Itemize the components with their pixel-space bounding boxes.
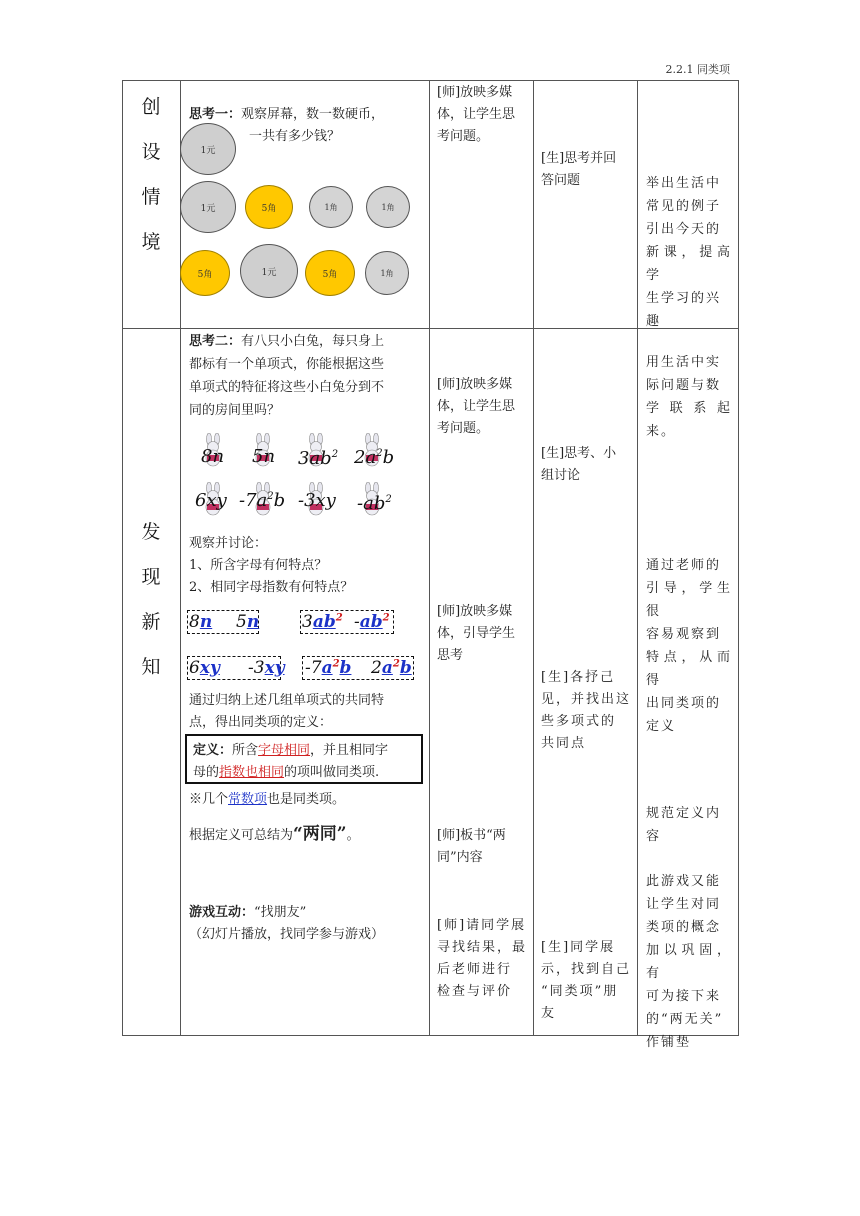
text-line: 答问题	[541, 173, 581, 188]
group-term-neg3xy	[248, 658, 285, 678]
text-line: 思考	[437, 648, 464, 663]
section-label-char: 境	[141, 231, 161, 253]
coef: -	[354, 612, 360, 632]
text-line: 体，让学生思	[437, 399, 516, 414]
text-line: 作铺垫	[646, 1035, 692, 1050]
text-line: 同的房间里吗？	[189, 403, 281, 418]
text-line: 规范定义内	[646, 806, 722, 821]
text-line: 生学习的兴	[646, 291, 722, 306]
definition-text: 母的	[193, 765, 220, 780]
text-line: 见，并找出这	[541, 692, 632, 707]
definition-highlight: 字母相同	[258, 743, 311, 758]
note-highlight: 常数项	[228, 792, 268, 807]
coef: 5	[236, 612, 247, 632]
text-line: 组讨论	[541, 468, 581, 483]
page-header-title: 2.2.1 同类项	[665, 63, 730, 76]
table-col-divider	[180, 80, 181, 1036]
coin-1-yuan: 1元	[240, 244, 298, 298]
text-line	[189, 330, 425, 353]
section-label-char: 新	[141, 611, 161, 633]
teacher-activity-5	[437, 915, 527, 1003]
text-line: 可为接下来	[646, 989, 722, 1004]
section-label-char: 设	[141, 141, 161, 163]
text-line: 共同点	[541, 736, 587, 751]
teacher-activity-3	[437, 601, 515, 667]
letters: ab	[312, 612, 336, 632]
text-line: 考问题。	[437, 129, 490, 144]
text-line: 举出生活中	[646, 176, 722, 191]
definition-box	[185, 734, 423, 784]
letters: ab	[359, 612, 383, 632]
text-line: 通过归纳上述几组单项式的共同特	[189, 693, 385, 708]
text-line	[189, 902, 384, 924]
text-line: 同”内容	[437, 850, 483, 865]
definition-text: 所含	[232, 743, 259, 758]
text-line: 新课，提高学	[646, 245, 732, 283]
monomial-text: 3ab	[298, 448, 332, 469]
text-line: 加以巩固，有	[646, 943, 732, 981]
student-activity-2	[541, 443, 616, 487]
definition-label: 定义：	[193, 743, 233, 758]
teacher-activity-4	[437, 825, 506, 869]
letters: xy	[199, 658, 220, 678]
text-line: 1、所含字母有何特点？	[189, 558, 328, 573]
group-term-3ab2: $3ab^2$	[302, 612, 343, 632]
section-label-char: 创	[141, 96, 161, 118]
coin-1-jiao: 1角	[309, 186, 353, 228]
monomial-3ab2: $3ab^2$	[298, 448, 339, 469]
text-line: [师]板书“两	[437, 828, 506, 843]
thinking-two	[189, 330, 425, 422]
text-line: 定义	[646, 719, 677, 734]
text-line: 特点，从而得	[646, 650, 732, 688]
text-line: 趣	[646, 314, 662, 329]
game-detail: （幻灯片播放，找同学参与游戏）	[189, 927, 385, 942]
letters: a	[321, 658, 333, 678]
definition-highlight: 指数也相同	[219, 765, 285, 780]
text-line: [师]放映多媒	[437, 377, 513, 392]
text-line: 容	[646, 829, 662, 844]
section-label-char: 发	[141, 521, 161, 543]
game-label: 游戏互动：	[189, 905, 255, 920]
text-line: [生]同学展	[541, 940, 616, 955]
monomial-negab2: $-ab^2$	[357, 493, 392, 514]
monomial-2a2b: $2a^2b$	[354, 447, 395, 468]
two-same-summary	[189, 823, 360, 847]
letters: a	[381, 658, 393, 678]
group-term-8n	[189, 612, 212, 632]
text-line: [生]思考并回	[541, 151, 617, 166]
two-same-bold: “两同”	[293, 824, 347, 844]
design-intent-5	[646, 870, 732, 1054]
text-line: [师]放映多媒	[437, 604, 513, 619]
monomial-neg3xy: -3xy	[298, 490, 336, 511]
text-line: 常见的例子	[646, 199, 722, 214]
group-term-neg7a2b: $-7a^2b$	[305, 658, 352, 678]
text-line: 考问题。	[437, 421, 490, 436]
monomial-neg7a2b: $-7a^2b$	[239, 490, 286, 511]
student-activity-4	[541, 937, 631, 1025]
coef: 2	[371, 658, 382, 678]
game-interaction	[189, 902, 384, 946]
monomial-text: -ab	[357, 493, 386, 514]
text-line: 通过老师的	[646, 558, 722, 573]
text-line: [生]思考、小	[541, 446, 617, 461]
monomial-8n: 8n	[201, 446, 225, 467]
coin-5-jiao: 5角	[245, 185, 293, 229]
text-line: 学联系起来。	[646, 401, 732, 439]
group-term-6xy	[189, 658, 220, 678]
monomial-text: -7a	[239, 490, 268, 511]
text-line: 示，找到自己	[541, 962, 632, 977]
monomial-6xy: 6xy	[195, 490, 227, 511]
monomial-text: 2a	[354, 447, 377, 468]
text-line: 体，引导学生	[437, 626, 516, 641]
text-line: 检查与评价	[437, 984, 513, 999]
table-col-divider	[637, 80, 638, 1036]
text-line: 寻找结果，最	[437, 940, 528, 955]
thinking-one-text: 观察屏幕，数一数硬币，	[241, 107, 385, 122]
note-text: ※几个	[189, 792, 229, 807]
text-line: 单项式的特征将这些小白兔分到不	[189, 380, 385, 395]
design-intent-2	[646, 351, 732, 443]
text-line: 2、相同字母指数有何特点？	[189, 580, 354, 595]
letters: b	[399, 658, 412, 678]
text-line: 都标有一个单项式，你能根据这些	[189, 357, 385, 372]
group-term-2a2b: $2a^2b$	[371, 658, 412, 678]
constant-term-note	[189, 789, 345, 811]
coef: 3	[302, 612, 313, 632]
section-label-char: 知	[141, 656, 161, 678]
coin-5-jiao: 5角	[180, 250, 230, 296]
summary-text: 。	[346, 828, 360, 843]
letters: xy	[264, 658, 285, 678]
coef: -3	[248, 658, 265, 678]
text-line: 类项的概念	[646, 920, 722, 935]
text-line: [生]各抒己	[541, 670, 616, 685]
thinking-one-label: 思考一：	[189, 107, 242, 122]
design-intent-4	[646, 802, 732, 848]
definition-text: 的项叫做同类项.	[284, 765, 380, 780]
summary-text	[189, 690, 384, 734]
thinking-one-text-2: 一共有多少钱？	[249, 129, 341, 144]
note-text: 也是同类项。	[267, 792, 346, 807]
text-line: 点，得出同类项的定义：	[189, 715, 333, 730]
monomial-5n: 5n	[252, 446, 276, 467]
text-line: 际问题与数	[646, 378, 722, 393]
text-line: [师]请同学展	[437, 918, 527, 933]
thinking-one	[189, 104, 384, 126]
thinking-two-label: 思考二：	[189, 334, 242, 349]
section-label-char: 现	[141, 566, 161, 588]
coin-1-jiao: 1角	[366, 186, 410, 228]
coin-1-yuan: 1元	[180, 123, 236, 175]
design-intent-1	[646, 172, 732, 333]
text-line: 用生活中实	[646, 355, 722, 370]
table-col-divider	[429, 80, 430, 1036]
coin-5-jiao: 5角	[305, 250, 355, 296]
monomial-text: b	[273, 490, 286, 511]
definition-text: ，并且相同字	[310, 743, 389, 758]
coin-1-jiao: 1角	[365, 251, 409, 295]
student-activity-1	[541, 148, 616, 192]
text-line: “同类项”朋	[541, 984, 619, 999]
letters: n	[246, 612, 260, 632]
text-line: 引导，学生很	[646, 581, 732, 619]
observe-discussion	[189, 533, 353, 599]
design-intent-3	[646, 554, 732, 738]
text-line: 容易观察到	[646, 627, 722, 642]
teacher-activity-1	[437, 82, 515, 148]
section-label-char: 情	[141, 186, 161, 208]
text-line: 此游戏又能	[646, 874, 722, 889]
game-title: “找朋友”	[254, 905, 307, 920]
coef: 6	[189, 658, 200, 678]
coef: 8	[189, 612, 200, 632]
teacher-activity-2	[437, 374, 515, 440]
text-line: 引出今天的	[646, 222, 722, 237]
text-line: 些多项式的	[541, 714, 617, 729]
text-line: 后老师进行	[437, 962, 513, 977]
table-right-border	[738, 80, 739, 1036]
text-line: 的“两无关”	[646, 1012, 724, 1027]
table-top-border	[122, 80, 738, 81]
monomial-text: b	[382, 447, 395, 468]
text-line: 有八只小白兔，每只身上	[241, 334, 385, 349]
letters: b	[339, 658, 352, 678]
group-term-negab2: $-ab^2$	[354, 612, 390, 632]
text-line: [师]放映多媒	[437, 85, 513, 100]
text-line: 友	[541, 1006, 557, 1021]
text-line: 出同类项的	[646, 696, 722, 711]
text-line: 体，让学生思	[437, 107, 516, 122]
summary-text: 根据定义可总结为	[189, 828, 294, 843]
coef: -7	[305, 658, 322, 678]
table-col-divider	[533, 80, 534, 1036]
text-line: 观察并讨论：	[189, 536, 268, 551]
letters: n	[199, 612, 213, 632]
text-line: 让学生对同	[646, 897, 722, 912]
group-term-5n	[236, 612, 259, 632]
student-activity-3	[541, 667, 631, 755]
coin-1-yuan: 1元	[180, 181, 236, 233]
